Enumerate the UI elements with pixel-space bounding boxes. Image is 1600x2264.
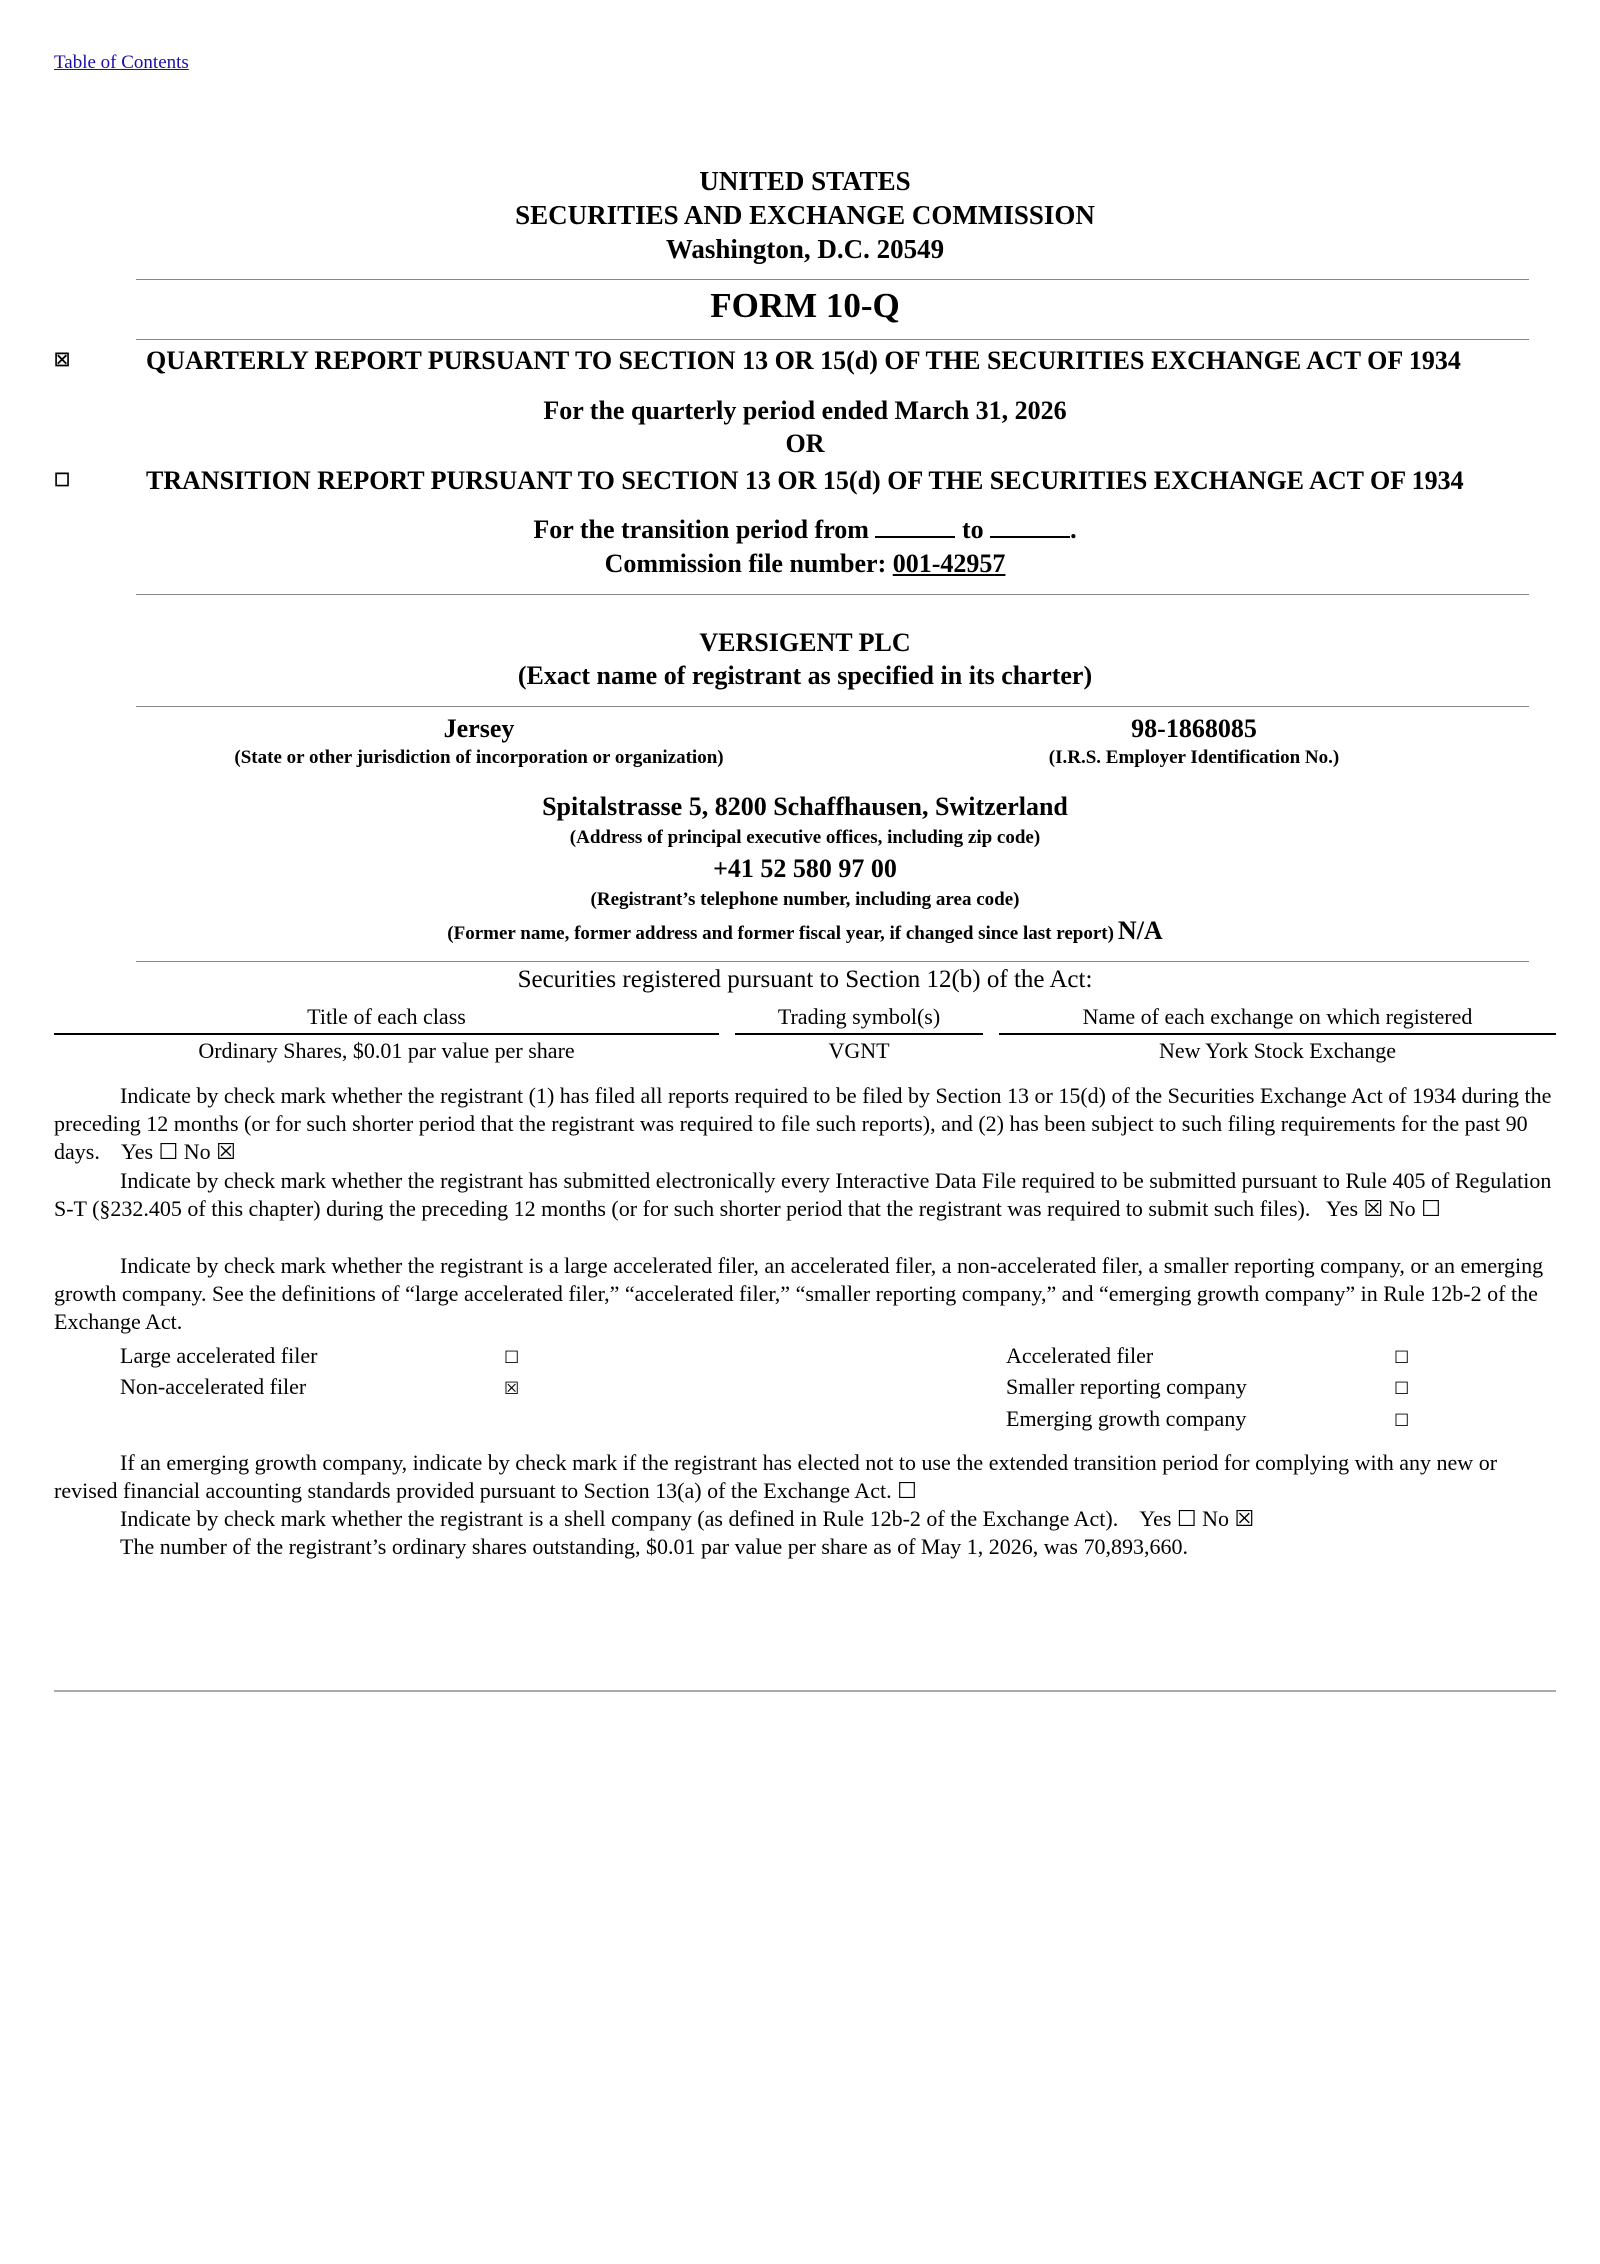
or-separator: OR <box>785 429 825 458</box>
address-caption: (Address of principal executive offices, including zip code) <box>569 827 1041 848</box>
divider <box>136 594 1529 595</box>
column-header-exchange: Name of each exchange on which registered <box>1082 1004 1473 1029</box>
paragraph-filer-status-text: Indicate by check mark whether the registrant is a large accelerated filer, an accelerated filer, a non-accelerated filer, a smaller reporting company, or an emerging growth company. See the definitions of “large accelerated filer,” “accelerated filer,” “smaller reporting company,” and “emerging growth company” in Rule 12b-2 of the Exchange Act. <box>54 1253 1544 1334</box>
table-of-contents-link[interactable]: Table of Contents <box>54 52 189 73</box>
registrant-name: VERSIGENT PLC <box>699 628 911 657</box>
paragraph-shares-outstanding-text: The number of the registrant’s ordinary shares outstanding, $0.01 par value per share as of May 1, 2026, was 70,893,660. <box>120 1534 1188 1559</box>
trading-symbol: VGNT <box>828 1038 890 1063</box>
ein-caption: (I.R.S. Employer Identification No.) <box>1048 747 1340 768</box>
quarterly-period: For the quarterly period ended March 31, 2026 <box>543 396 1067 425</box>
paragraph-reports-filed-text: Indicate by check mark whether the registrant (1) has filed all reports required to be filed by Section 13 or 15(d) of the Securities Exchange Act of 1934 during the preceding 12 months (or for such shorter period that the registrant was required to file such reports), and (2) has been subject to such filing requirements for the past 90 days. <box>54 1083 1552 1164</box>
non-accelerated-filer-checkbox: ☒ <box>504 1379 520 1398</box>
accelerated-filer-label: Accelerated filer <box>1006 1343 1154 1368</box>
paragraph-filer-status <box>54 1252 1556 1336</box>
header-line-1: UNITED STATES <box>699 166 911 196</box>
smaller-reporting-company-checkbox: ☐ <box>1394 1379 1410 1398</box>
transition-period-to: to <box>961 515 984 544</box>
large-accelerated-filer-checkbox: ☐ <box>504 1348 520 1367</box>
shell-company-answer: Yes ☐ No ☒ <box>1139 1506 1255 1531</box>
table-header-rule <box>54 1033 719 1035</box>
jurisdiction: Jersey <box>443 714 515 743</box>
quarterly-report-text: QUARTERLY REPORT PURSUANT TO SECTION 13 OR 15(d) OF THE SECURITIES EXCHANGE ACT OF 1934 <box>146 346 1461 375</box>
table-header-rule <box>735 1033 983 1035</box>
paragraph-shares-outstanding <box>54 1533 1556 1561</box>
column-header-symbol: Trading symbol(s) <box>777 1004 941 1029</box>
paragraph-interactive-data <box>54 1167 1556 1223</box>
exchange-name: New York Stock Exchange <box>1158 1038 1397 1063</box>
form-title: FORM 10-Q <box>710 286 900 325</box>
divider <box>136 339 1529 340</box>
transition-to-blank <box>990 514 1070 538</box>
large-accelerated-filer-label: Large accelerated filer <box>120 1343 318 1368</box>
principal-address: Spitalstrasse 5, 8200 Schaffhausen, Switzerland <box>542 792 1068 821</box>
header-line-3: Washington, D.C. 20549 <box>665 234 945 264</box>
transition-checkbox: ☐ <box>54 470 71 490</box>
divider <box>136 279 1529 280</box>
security-class: Ordinary Shares, $0.01 par value per share <box>198 1038 575 1063</box>
smaller-reporting-company-label: Smaller reporting company <box>1006 1374 1247 1399</box>
interactive-data-answer: Yes ☒ No ☐ <box>1326 1196 1441 1221</box>
paragraph-interactive-data-text: Indicate by check mark whether the registrant has submitted electronically every Interactive Data File required to be submitted pursuant to Rule 405 of Regulation S-T (§232.405 of this chapter) during the preceding 12 months (or for such shorter period that the registrant was required to submit such files). <box>54 1168 1552 1221</box>
paragraph-emerging-growth <box>54 1449 1556 1505</box>
jurisdiction-caption: (State or other jurisdiction of incorporation or organization) <box>234 747 724 768</box>
transition-period-suffix: . <box>1070 515 1077 544</box>
column-header-title: Title of each class <box>307 1004 466 1029</box>
commission-file-number: 001-42957 <box>892 549 1006 578</box>
transition-period <box>54 514 1556 545</box>
accelerated-filer-checkbox: ☐ <box>1394 1348 1410 1367</box>
paragraph-shell-company <box>54 1505 1556 1533</box>
emerging-growth-company-label: Emerging growth company <box>1006 1406 1247 1431</box>
commission-file-line <box>54 549 1556 579</box>
former-name-line <box>54 916 1556 946</box>
table-header-rule <box>999 1033 1556 1035</box>
reports-filed-answer: Yes ☐ No ☒ <box>121 1139 236 1164</box>
divider <box>136 706 1529 707</box>
paragraph-emerging-growth-text: If an emerging growth company, indicate by check mark if the registrant has elected not to use the extended transition period for complying with any new or revised financial accounting standards provided pursuant to Section 13(a) of the Exchange Act. ☐ <box>54 1450 1498 1503</box>
ein: 98-1868085 <box>1131 714 1257 743</box>
paragraph-reports-filed <box>54 1082 1556 1166</box>
telephone-caption: (Registrant’s telephone number, including area code) <box>590 889 1020 910</box>
registrant-name-caption: (Exact name of registrant as specified in its charter) <box>517 661 1093 690</box>
telephone-number: +41 52 580 97 00 <box>713 854 897 883</box>
quarterly-checkbox: ☒ <box>54 350 71 370</box>
paragraph-shell-company-text: Indicate by check mark whether the registrant is a shell company (as defined in Rule 12b-2 of the Exchange Act). <box>120 1506 1119 1531</box>
securities-heading: Securities registered pursuant to Section 12(b) of the Act: <box>517 966 1093 993</box>
transition-period-prefix: For the transition period from <box>533 515 869 544</box>
commission-file-label: Commission file number: <box>604 549 887 578</box>
divider <box>136 961 1529 962</box>
header-line-2: SECURITIES AND EXCHANGE COMMISSION <box>515 200 1095 230</box>
former-name-value: N/A <box>1117 916 1163 945</box>
former-name-caption: (Former name, former address and former fiscal year, if changed since last report) <box>447 923 1114 944</box>
emerging-growth-company-checkbox: ☐ <box>1394 1411 1410 1430</box>
transition-report-text: TRANSITION REPORT PURSUANT TO SECTION 13 OR 15(d) OF THE SECURITIES EXCHANGE ACT OF 1934 <box>146 466 1464 495</box>
non-accelerated-filer-label: Non-accelerated filer <box>120 1374 307 1399</box>
page-end-rule <box>54 1690 1556 1692</box>
transition-from-blank <box>875 514 955 538</box>
